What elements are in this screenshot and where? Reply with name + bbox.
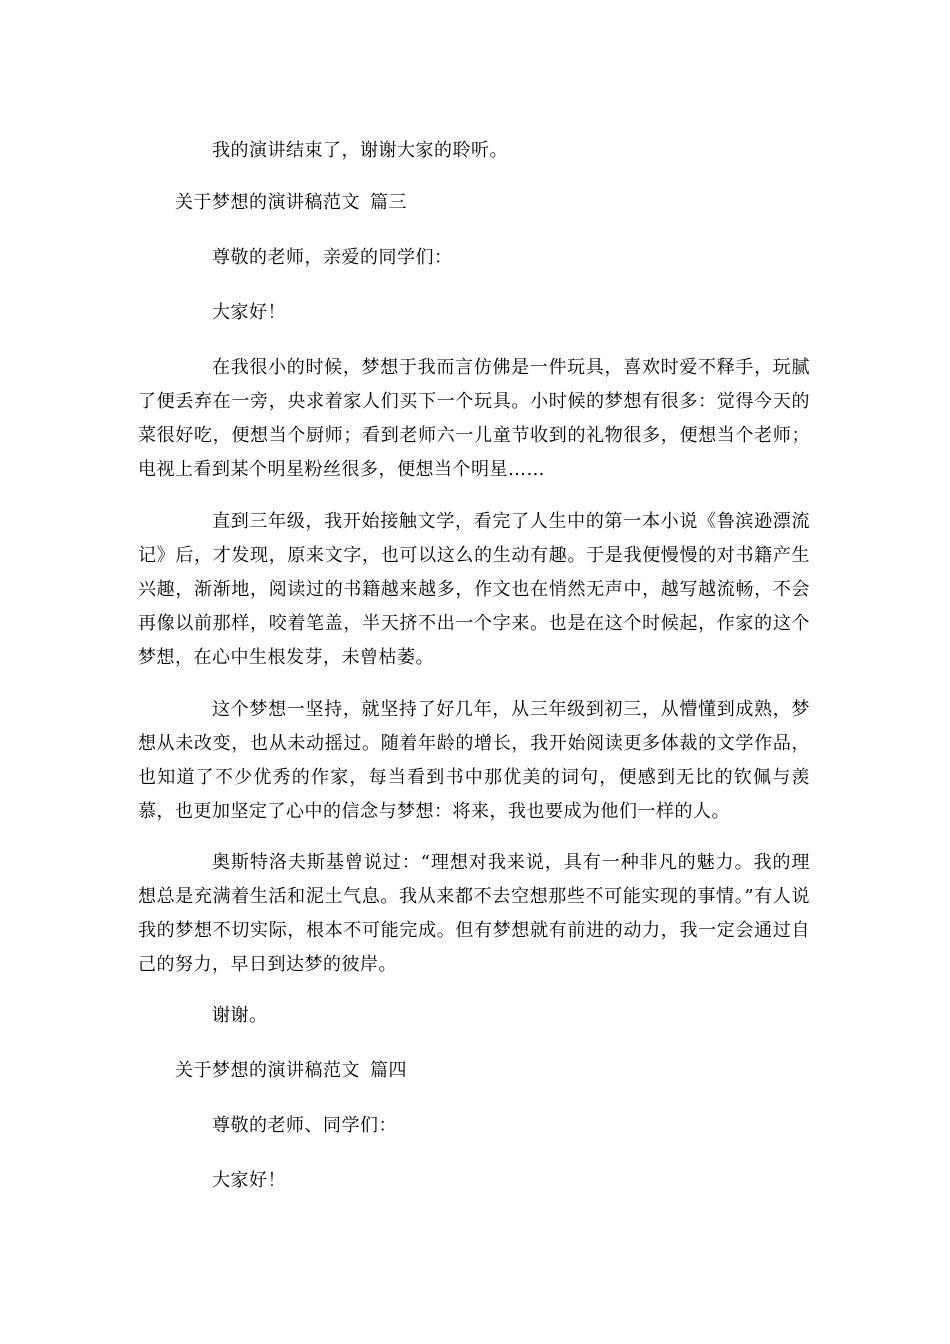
section-part: 篇三	[370, 192, 407, 213]
greeting: 大家好！	[212, 1170, 286, 1191]
body-paragraph: 在我很小的时候，梦想于我而言仿佛是一件玩具，喜欢时爱不释手，玩腻了便丢弃在一旁，央求着家人们买下一个玩具。小时候的梦想有很多：觉得今天的菜很好吃，便想当个厨师；看到老师六一儿童节收到的礼物很多，便想当个老师；电视上看到某个明星粉丝很多，便想当个明星……	[138, 357, 810, 480]
salutation: 尊敬的老师，亲爱的同学们：	[212, 247, 453, 268]
section-title: 关于梦想的演讲稿范文	[175, 1060, 360, 1081]
section-heading-3	[175, 186, 407, 220]
body-paragraph: 直到三年级，我开始接触文学，看完了人生中的第一本小说《鲁滨逊漂流记》后，才发现，原来文字，也可以这么的生动有趣。于是我便慢慢的对书籍产生兴趣，渐渐地，阅读过的书籍越来越多，作文也在悄然无声中，越写越流畅，不会再像以前那样，咬着笔盖，半天挤不出一个字来。也是在这个时候起，作家的这个梦想，在心中生根发芽，未曾枯萎。	[138, 511, 810, 668]
body-paragraph: 这个梦想一坚持，就坚持了好几年，从三年级到初三，从懵懂到成熟，梦想从未改变，也从未动摇过。随着年龄的增长，我开始阅读更多体裁的文学作品，也知道了不少优秀的作家，每当看到书中那优美的词句，便感到无比的钦佩与羡慕，也更加坚定了心中的信念与梦想：将来，我也要成为他们一样的人。	[138, 699, 810, 822]
salutation: 尊敬的老师、同学们：	[212, 1115, 397, 1136]
greeting: 大家好！	[212, 302, 286, 323]
section-title: 关于梦想的演讲稿范文	[175, 192, 360, 213]
section-heading-4	[175, 1054, 407, 1088]
section-part: 篇四	[370, 1060, 407, 1081]
closing-paragraph: 我的演讲结束了，谢谢大家的聆听。	[212, 140, 508, 161]
closing-thanks: 谢谢。	[212, 1005, 268, 1026]
body-paragraph: 奥斯特洛夫斯基曾说过：“理想对我来说，具有一种非凡的魅力。我的理想总是充满着生活和泥土气息。我从来都不去空想那些不可能实现的事情。”有人说我的梦想不切实际，根本不可能完成。但有梦想就有前进的动力，我一定会通过自己的努力，早日到达梦的彼岸。	[138, 852, 810, 975]
